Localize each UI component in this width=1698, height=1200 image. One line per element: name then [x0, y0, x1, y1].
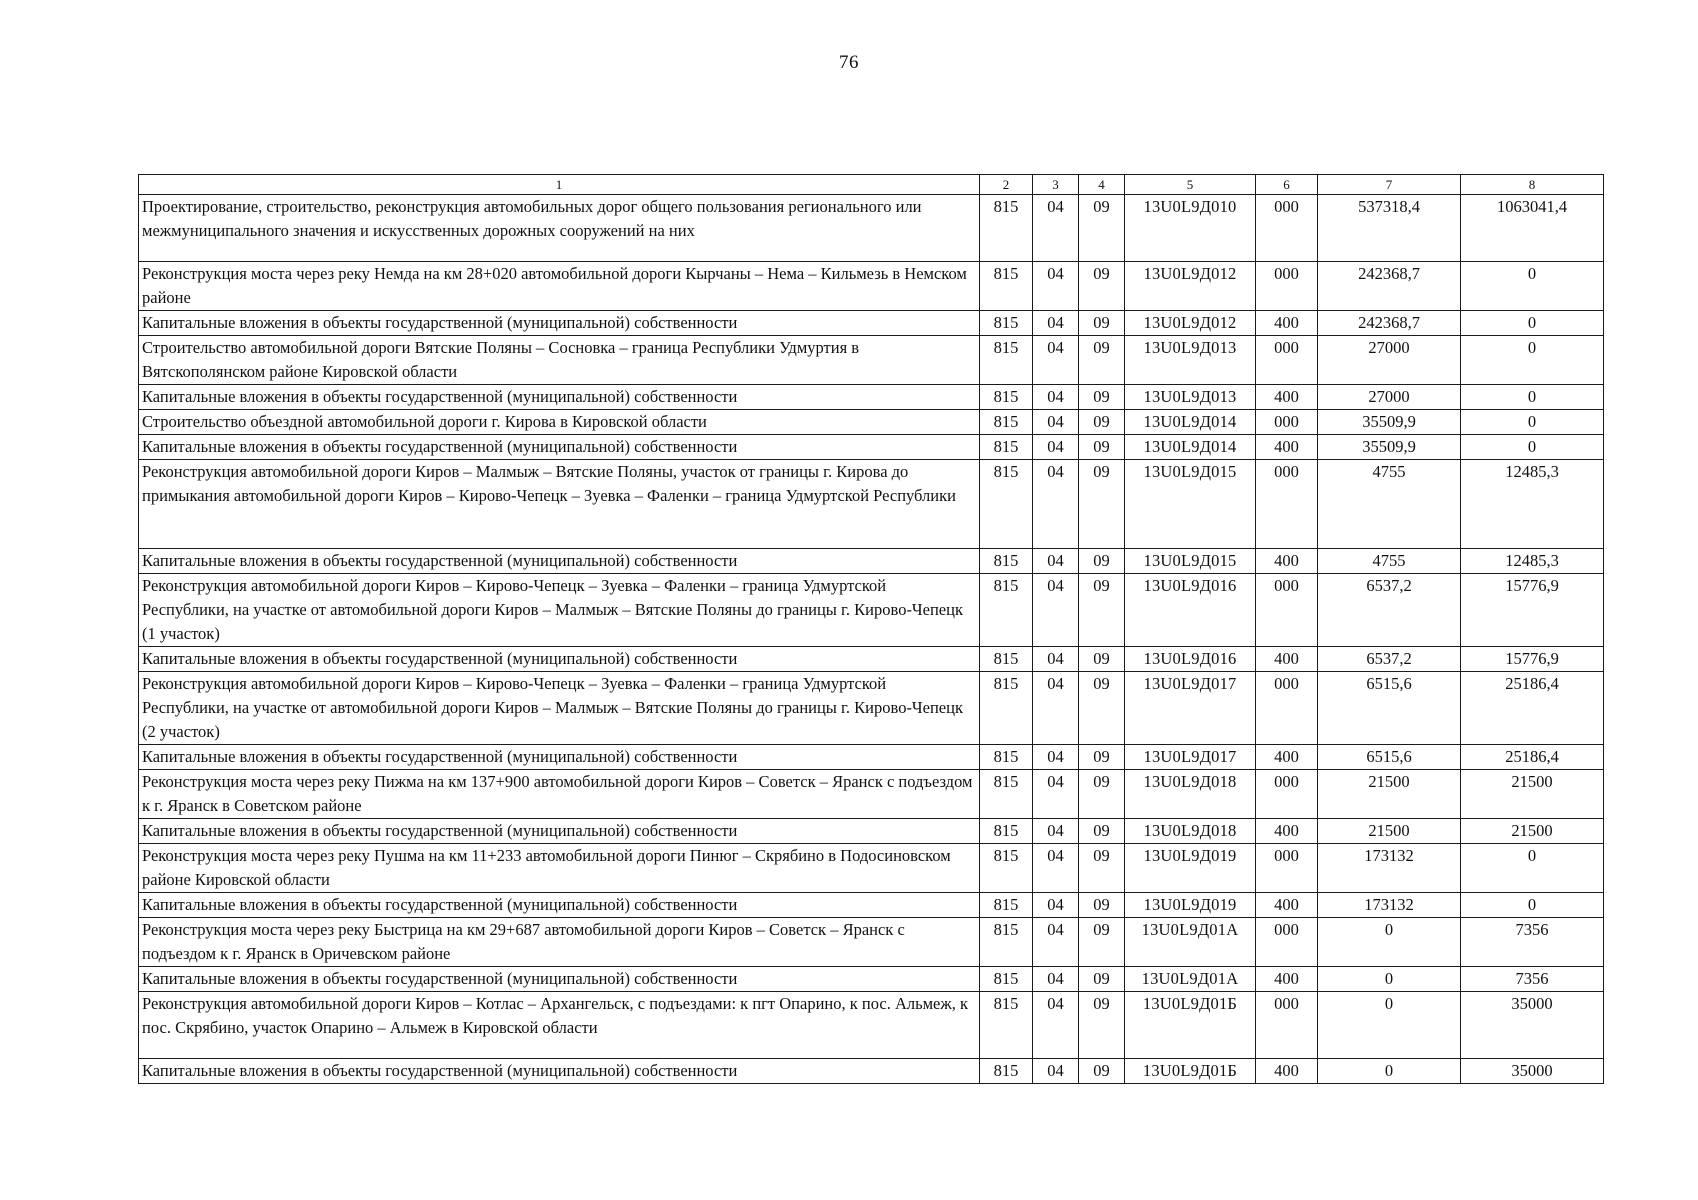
- row-name-cell: Проектирование, строительство, реконструкция автомобильных дорог общего пользования регионального или межмуниципального значения и искусственных дорожных сооружений на них: [139, 195, 980, 262]
- table-row: [139, 992, 1604, 1059]
- table-row: [139, 770, 1604, 819]
- expense-type-cell: 000: [1256, 992, 1318, 1059]
- column-header: 4: [1079, 175, 1125, 195]
- amount-cell: 0: [1461, 311, 1604, 336]
- section-cell: 04: [1033, 336, 1079, 385]
- row-name-cell: Строительство объездной автомобильной дороги г. Кирова в Кировской области: [139, 410, 980, 435]
- table-row: [139, 195, 1604, 262]
- target-article-cell: 13U0L9Д012: [1125, 311, 1256, 336]
- amount-cell: 35000: [1461, 1059, 1604, 1084]
- row-name-cell: Капитальные вложения в объекты государственной (муниципальной) собственности: [139, 435, 980, 460]
- subsection-cell: 09: [1079, 311, 1125, 336]
- expense-type-cell: 400: [1256, 549, 1318, 574]
- code-cell: 815: [980, 460, 1033, 549]
- table-row: [139, 647, 1604, 672]
- column-header: 8: [1461, 175, 1604, 195]
- target-article-cell: 13U0L9Д015: [1125, 549, 1256, 574]
- expense-type-cell: 000: [1256, 918, 1318, 967]
- code-cell: 815: [980, 410, 1033, 435]
- row-name-cell: Реконструкция автомобильной дороги Киров – Кирово-Чепецк – Зуевка – Фаленки – граница Удмуртской Республики, на участке от автомобильной дороги Киров – Малмыж – Вятские Поляны до границы г. Кирово-Чепецк (2 участок): [139, 672, 980, 745]
- budget-table: [138, 174, 1604, 1084]
- amount-cell: 0: [1461, 385, 1604, 410]
- target-article-cell: 13U0L9Д017: [1125, 672, 1256, 745]
- section-cell: 04: [1033, 647, 1079, 672]
- expense-type-cell: 000: [1256, 460, 1318, 549]
- row-name-cell: Капитальные вложения в объекты государственной (муниципальной) собственности: [139, 819, 980, 844]
- table-row: [139, 844, 1604, 893]
- amount-cell: 15776,9: [1461, 574, 1604, 647]
- expense-type-cell: 400: [1256, 385, 1318, 410]
- expense-type-cell: 000: [1256, 844, 1318, 893]
- target-article-cell: 13U0L9Д01Б: [1125, 1059, 1256, 1084]
- subsection-cell: 09: [1079, 460, 1125, 549]
- section-cell: 04: [1033, 770, 1079, 819]
- expense-type-cell: 400: [1256, 647, 1318, 672]
- amount-cell: 242368,7: [1318, 311, 1461, 336]
- row-name-cell: Реконструкция автомобильной дороги Киров – Малмыж – Вятские Поляны, участок от границы г. Кирова до примыкания автомобильной дороги Киров – Кирово-Чепецк – Зуевка – Фаленки – граница Удмуртской Республики: [139, 460, 980, 549]
- target-article-cell: 13U0L9Д017: [1125, 745, 1256, 770]
- budget-table-container: [138, 174, 1603, 1084]
- column-header: 3: [1033, 175, 1079, 195]
- section-cell: 04: [1033, 1059, 1079, 1084]
- subsection-cell: 09: [1079, 336, 1125, 385]
- table-row: [139, 262, 1604, 311]
- subsection-cell: 09: [1079, 574, 1125, 647]
- target-article-cell: 13U0L9Д016: [1125, 647, 1256, 672]
- amount-cell: 537318,4: [1318, 195, 1461, 262]
- section-cell: 04: [1033, 262, 1079, 311]
- amount-cell: 15776,9: [1461, 647, 1604, 672]
- row-name-cell: Капитальные вложения в объекты государственной (муниципальной) собственности: [139, 549, 980, 574]
- section-cell: 04: [1033, 967, 1079, 992]
- code-cell: 815: [980, 672, 1033, 745]
- subsection-cell: 09: [1079, 893, 1125, 918]
- code-cell: 815: [980, 336, 1033, 385]
- expense-type-cell: 000: [1256, 262, 1318, 311]
- column-header: 1: [139, 175, 980, 195]
- code-cell: 815: [980, 770, 1033, 819]
- amount-cell: 0: [1318, 1059, 1461, 1084]
- row-name-cell: Капитальные вложения в объекты государственной (муниципальной) собственности: [139, 967, 980, 992]
- column-header: 6: [1256, 175, 1318, 195]
- amount-cell: 0: [1318, 918, 1461, 967]
- amount-cell: 242368,7: [1318, 262, 1461, 311]
- row-name-cell: Капитальные вложения в объекты государственной (муниципальной) собственности: [139, 385, 980, 410]
- code-cell: 815: [980, 918, 1033, 967]
- amount-cell: 35509,9: [1318, 435, 1461, 460]
- table-row: [139, 574, 1604, 647]
- row-name-cell: Реконструкция моста через реку Пижма на км 137+900 автомобильной дороги Киров – Советск – Яранск с подъездом к г. Яранск в Советском районе: [139, 770, 980, 819]
- subsection-cell: 09: [1079, 918, 1125, 967]
- code-cell: 815: [980, 195, 1033, 262]
- subsection-cell: 09: [1079, 672, 1125, 745]
- section-cell: 04: [1033, 385, 1079, 410]
- amount-cell: 0: [1461, 435, 1604, 460]
- subsection-cell: 09: [1079, 992, 1125, 1059]
- code-cell: 815: [980, 549, 1033, 574]
- row-name-cell: Реконструкция моста через реку Пушма на км 11+233 автомобильной дороги Пинюг – Скрябино в Подосиновском районе Кировской области: [139, 844, 980, 893]
- amount-cell: 21500: [1461, 770, 1604, 819]
- code-cell: 815: [980, 647, 1033, 672]
- amount-cell: 0: [1461, 336, 1604, 385]
- code-cell: 815: [980, 893, 1033, 918]
- amount-cell: 173132: [1318, 844, 1461, 893]
- table-row: [139, 745, 1604, 770]
- section-cell: 04: [1033, 672, 1079, 745]
- subsection-cell: 09: [1079, 1059, 1125, 1084]
- target-article-cell: 13U0L9Д013: [1125, 385, 1256, 410]
- amount-cell: 0: [1318, 992, 1461, 1059]
- subsection-cell: 09: [1079, 967, 1125, 992]
- row-name-cell: Капитальные вложения в объекты государственной (муниципальной) собственности: [139, 893, 980, 918]
- row-name-cell: Капитальные вложения в объекты государственной (муниципальной) собственности: [139, 1059, 980, 1084]
- code-cell: 815: [980, 311, 1033, 336]
- subsection-cell: 09: [1079, 385, 1125, 410]
- row-name-cell: Капитальные вложения в объекты государственной (муниципальной) собственности: [139, 745, 980, 770]
- amount-cell: 0: [1461, 262, 1604, 311]
- section-cell: 04: [1033, 435, 1079, 460]
- table-header: [139, 175, 1604, 195]
- row-name-cell: Реконструкция автомобильной дороги Киров – Котлас – Архангельск, с подъездами: к пгт Опарино, к пос. Альмеж, к пос. Скрябино, участок Опарино – Альмеж в Кировской области: [139, 992, 980, 1059]
- amount-cell: 25186,4: [1461, 745, 1604, 770]
- target-article-cell: 13U0L9Д01А: [1125, 918, 1256, 967]
- row-name-cell: Реконструкция моста через реку Быстрица на км 29+687 автомобильной дороги Киров – Советск – Яранск с подъездом к г. Яранск в Оричевском районе: [139, 918, 980, 967]
- subsection-cell: 09: [1079, 819, 1125, 844]
- amount-cell: 27000: [1318, 336, 1461, 385]
- table-row: [139, 549, 1604, 574]
- amount-cell: 27000: [1318, 385, 1461, 410]
- subsection-cell: 09: [1079, 410, 1125, 435]
- amount-cell: 12485,3: [1461, 549, 1604, 574]
- column-number-row: [139, 175, 1604, 195]
- amount-cell: 7356: [1461, 918, 1604, 967]
- subsection-cell: 09: [1079, 435, 1125, 460]
- expense-type-cell: 400: [1256, 1059, 1318, 1084]
- expense-type-cell: 400: [1256, 311, 1318, 336]
- section-cell: 04: [1033, 574, 1079, 647]
- amount-cell: 21500: [1318, 770, 1461, 819]
- expense-type-cell: 000: [1256, 410, 1318, 435]
- column-header: 2: [980, 175, 1033, 195]
- page-number: 76: [839, 52, 859, 73]
- section-cell: 04: [1033, 918, 1079, 967]
- amount-cell: 0: [1461, 410, 1604, 435]
- column-header: 7: [1318, 175, 1461, 195]
- section-cell: 04: [1033, 410, 1079, 435]
- expense-type-cell: 400: [1256, 819, 1318, 844]
- row-name-cell: Капитальные вложения в объекты государственной (муниципальной) собственности: [139, 311, 980, 336]
- target-article-cell: 13U0L9Д015: [1125, 460, 1256, 549]
- target-article-cell: 13U0L9Д013: [1125, 336, 1256, 385]
- target-article-cell: 13U0L9Д012: [1125, 262, 1256, 311]
- amount-cell: 25186,4: [1461, 672, 1604, 745]
- subsection-cell: 09: [1079, 549, 1125, 574]
- table-row: [139, 336, 1604, 385]
- row-name-cell: Капитальные вложения в объекты государственной (муниципальной) собственности: [139, 647, 980, 672]
- amount-cell: 1063041,4: [1461, 195, 1604, 262]
- row-name-cell: Реконструкция моста через реку Немда на км 28+020 автомобильной дороги Кырчаны – Нема – Кильмезь в Немском районе: [139, 262, 980, 311]
- section-cell: 04: [1033, 311, 1079, 336]
- code-cell: 815: [980, 435, 1033, 460]
- section-cell: 04: [1033, 745, 1079, 770]
- target-article-cell: 13U0L9Д014: [1125, 435, 1256, 460]
- expense-type-cell: 400: [1256, 967, 1318, 992]
- code-cell: 815: [980, 574, 1033, 647]
- table-row: [139, 311, 1604, 336]
- target-article-cell: 13U0L9Д010: [1125, 195, 1256, 262]
- table-row: [139, 893, 1604, 918]
- expense-type-cell: 000: [1256, 770, 1318, 819]
- section-cell: 04: [1033, 195, 1079, 262]
- section-cell: 04: [1033, 819, 1079, 844]
- row-name-cell: Строительство автомобильной дороги Вятские Поляны – Сосновка – граница Республики Удмуртия в Вятскополянском районе Кировской области: [139, 336, 980, 385]
- target-article-cell: 13U0L9Д018: [1125, 819, 1256, 844]
- amount-cell: 6515,6: [1318, 672, 1461, 745]
- subsection-cell: 09: [1079, 195, 1125, 262]
- code-cell: 815: [980, 967, 1033, 992]
- amount-cell: 6537,2: [1318, 647, 1461, 672]
- amount-cell: 35000: [1461, 992, 1604, 1059]
- table-row: [139, 460, 1604, 549]
- expense-type-cell: 000: [1256, 336, 1318, 385]
- table-row: [139, 385, 1604, 410]
- amount-cell: 173132: [1318, 893, 1461, 918]
- column-header: 5: [1125, 175, 1256, 195]
- expense-type-cell: 000: [1256, 574, 1318, 647]
- target-article-cell: 13U0L9Д018: [1125, 770, 1256, 819]
- amount-cell: 4755: [1318, 549, 1461, 574]
- code-cell: 815: [980, 262, 1033, 311]
- expense-type-cell: 400: [1256, 745, 1318, 770]
- expense-type-cell: 000: [1256, 195, 1318, 262]
- subsection-cell: 09: [1079, 262, 1125, 311]
- expense-type-cell: 000: [1256, 672, 1318, 745]
- amount-cell: 35509,9: [1318, 410, 1461, 435]
- code-cell: 815: [980, 992, 1033, 1059]
- amount-cell: 21500: [1461, 819, 1604, 844]
- amount-cell: 12485,3: [1461, 460, 1604, 549]
- table-row: [139, 410, 1604, 435]
- amount-cell: 0: [1461, 844, 1604, 893]
- code-cell: 815: [980, 819, 1033, 844]
- table-row: [139, 819, 1604, 844]
- table-body: [139, 195, 1604, 1084]
- table-row: [139, 918, 1604, 967]
- target-article-cell: 13U0L9Д01Б: [1125, 992, 1256, 1059]
- target-article-cell: 13U0L9Д01А: [1125, 967, 1256, 992]
- amount-cell: 7356: [1461, 967, 1604, 992]
- section-cell: 04: [1033, 549, 1079, 574]
- section-cell: 04: [1033, 844, 1079, 893]
- amount-cell: 21500: [1318, 819, 1461, 844]
- expense-type-cell: 400: [1256, 893, 1318, 918]
- subsection-cell: 09: [1079, 844, 1125, 893]
- row-name-cell: Реконструкция автомобильной дороги Киров – Кирово-Чепецк – Зуевка – Фаленки – граница Удмуртской Республики, на участке от автомобильной дороги Киров – Малмыж – Вятские Поляны до границы г. Кирово-Чепецк (1 участок): [139, 574, 980, 647]
- section-cell: 04: [1033, 893, 1079, 918]
- target-article-cell: 13U0L9Д014: [1125, 410, 1256, 435]
- amount-cell: 6537,2: [1318, 574, 1461, 647]
- table-row: [139, 672, 1604, 745]
- code-cell: 815: [980, 745, 1033, 770]
- table-row: [139, 435, 1604, 460]
- amount-cell: 0: [1461, 893, 1604, 918]
- target-article-cell: 13U0L9Д019: [1125, 844, 1256, 893]
- amount-cell: 0: [1318, 967, 1461, 992]
- section-cell: 04: [1033, 992, 1079, 1059]
- expense-type-cell: 400: [1256, 435, 1318, 460]
- target-article-cell: 13U0L9Д019: [1125, 893, 1256, 918]
- code-cell: 815: [980, 844, 1033, 893]
- amount-cell: 4755: [1318, 460, 1461, 549]
- code-cell: 815: [980, 1059, 1033, 1084]
- subsection-cell: 09: [1079, 745, 1125, 770]
- amount-cell: 6515,6: [1318, 745, 1461, 770]
- subsection-cell: 09: [1079, 647, 1125, 672]
- section-cell: 04: [1033, 460, 1079, 549]
- code-cell: 815: [980, 385, 1033, 410]
- target-article-cell: 13U0L9Д016: [1125, 574, 1256, 647]
- table-row: [139, 967, 1604, 992]
- table-row: [139, 1059, 1604, 1084]
- subsection-cell: 09: [1079, 770, 1125, 819]
